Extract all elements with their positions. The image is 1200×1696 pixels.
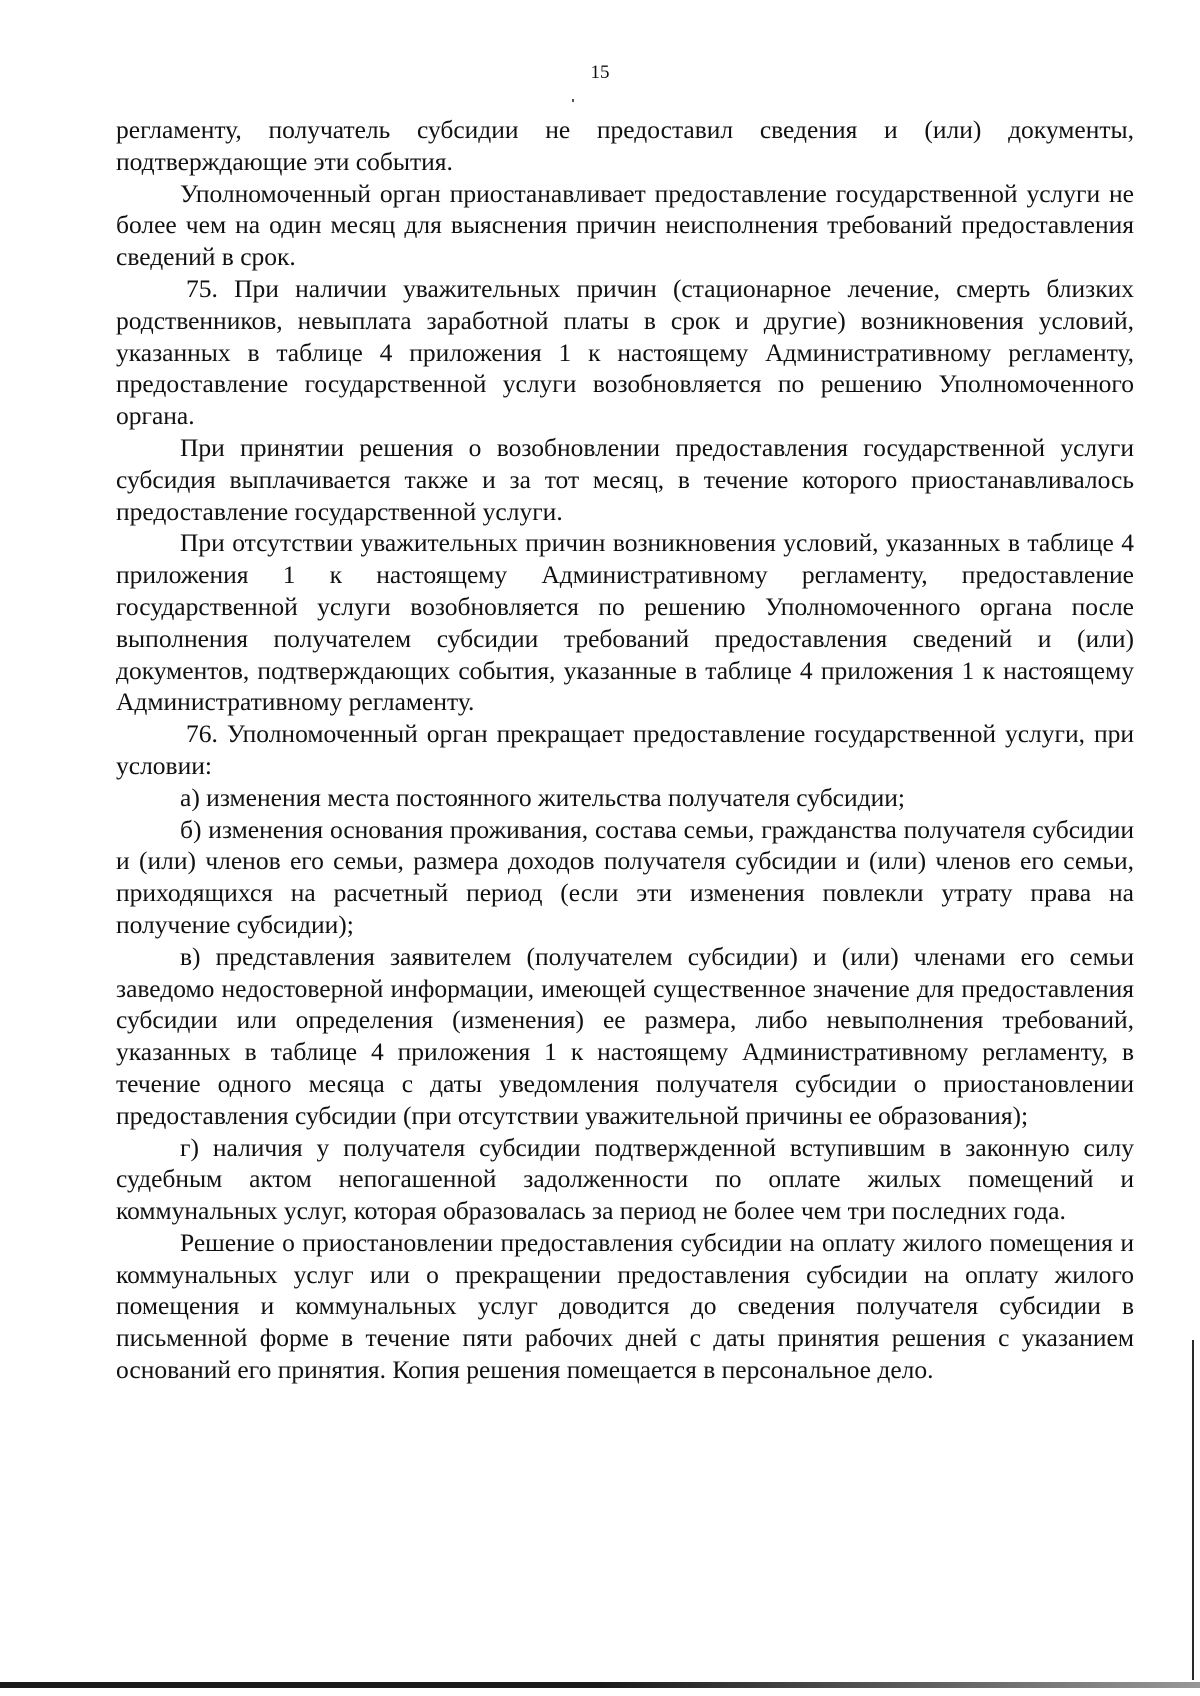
document-body xyxy=(116,114,1134,1386)
page-number: 15 xyxy=(590,62,610,83)
paragraph-continuation: регламенту, получатель субсидии не предоставил сведения и (или) документы, подтверждающие эти события. xyxy=(116,115,1134,176)
paragraph-suspension-term: Уполномоченный орган приостанавливает предоставление государственной услуги не более чем на один месяц для выяснения причин неисполнения требований предоставления сведений в срок. xyxy=(116,178,1134,272)
subitem-g: г) наличия у получателя субсидии подтвержденной вступившим в законную силу судебным актом непогашенной задолженности по оплате жилых помещений и коммунальных услуг, которая образовалась за период не более чем три последних года. xyxy=(116,1132,1134,1226)
paragraph-item-75: 75. При наличии уважительных причин (стационарное лечение, смерть близких родственников, невыплата заработной платы в срок и другие) возникновения условий, указанных в таблице 4 приложения 1 к настоящему Административному регламенту, предоставление государственной услуги возобновляется по решению Уполномоченного органа. xyxy=(116,273,1134,431)
paragraph-item-76: 76. Уполномоченный орган прекращает предоставление государственной услуги, при условии: xyxy=(116,719,1134,780)
subitem-b: б) изменения основания проживания, состава семьи, гражданства получателя субсидии и (или) членов его семьи, размера доходов получателя субсидии и (или) членов его семьи, приходящихся на расчетный период (если эти изменения повлекли утрату права на получение субсидии); xyxy=(116,814,1134,939)
scan-mark xyxy=(572,99,574,102)
paragraph-no-valid-reasons: При отсутствии уважительных причин возникновения условий, указанных в таблице 4 приложения 1 к настоящему Административному регламенту, предоставление государственной услуги возобновляется по решению Уполномоченного органа после выполнения получателем субсидии требований предоставления сведений и (или) документов, подтверждающих события, указанные в таблице 4 приложения 1 к настоящему Административному регламенту. xyxy=(116,528,1134,717)
subitem-a: а) изменения места постоянного жительства получателя субсидии; xyxy=(180,782,905,812)
paragraph-decision-notice: Решение о приостановлении предоставления субсидии на оплату жилого помещения и коммунальных услуг или о прекращении предоставления субсидии на оплату жилого помещения и коммунальных услуг доводится до сведения получателя субсидии в письменной форме в течение пяти рабочих дней с даты принятия решения с указанием оснований его принятия. Копия решения помещается в персональное дело. xyxy=(116,1227,1134,1385)
scan-bottom-border-fade xyxy=(600,1682,1200,1688)
subitem-v: в) представления заявителем (получателем субсидии) и (или) членами его семьи заведомо недостоверной информации, имеющей существенное значение для предоставления субсидии или определения (изменения) ее размера, либо невыполнения требований, указанных в таблице 4 приложения 1 к настоящему Административному регламенту, в течение одного месяца с даты уведомления получателя субсидии о приостановлении предоставления субсидии (при отсутствии уважительной причины ее образования); xyxy=(116,941,1134,1130)
paragraph-resumption-payment: При принятии решения о возобновлении предоставления государственной услуги субсидия выплачивается также и за тот месяц, в течение которого приостанавливалось предоставление государственной услуги. xyxy=(116,432,1134,526)
scan-edge-shadow xyxy=(1192,1340,1194,1680)
